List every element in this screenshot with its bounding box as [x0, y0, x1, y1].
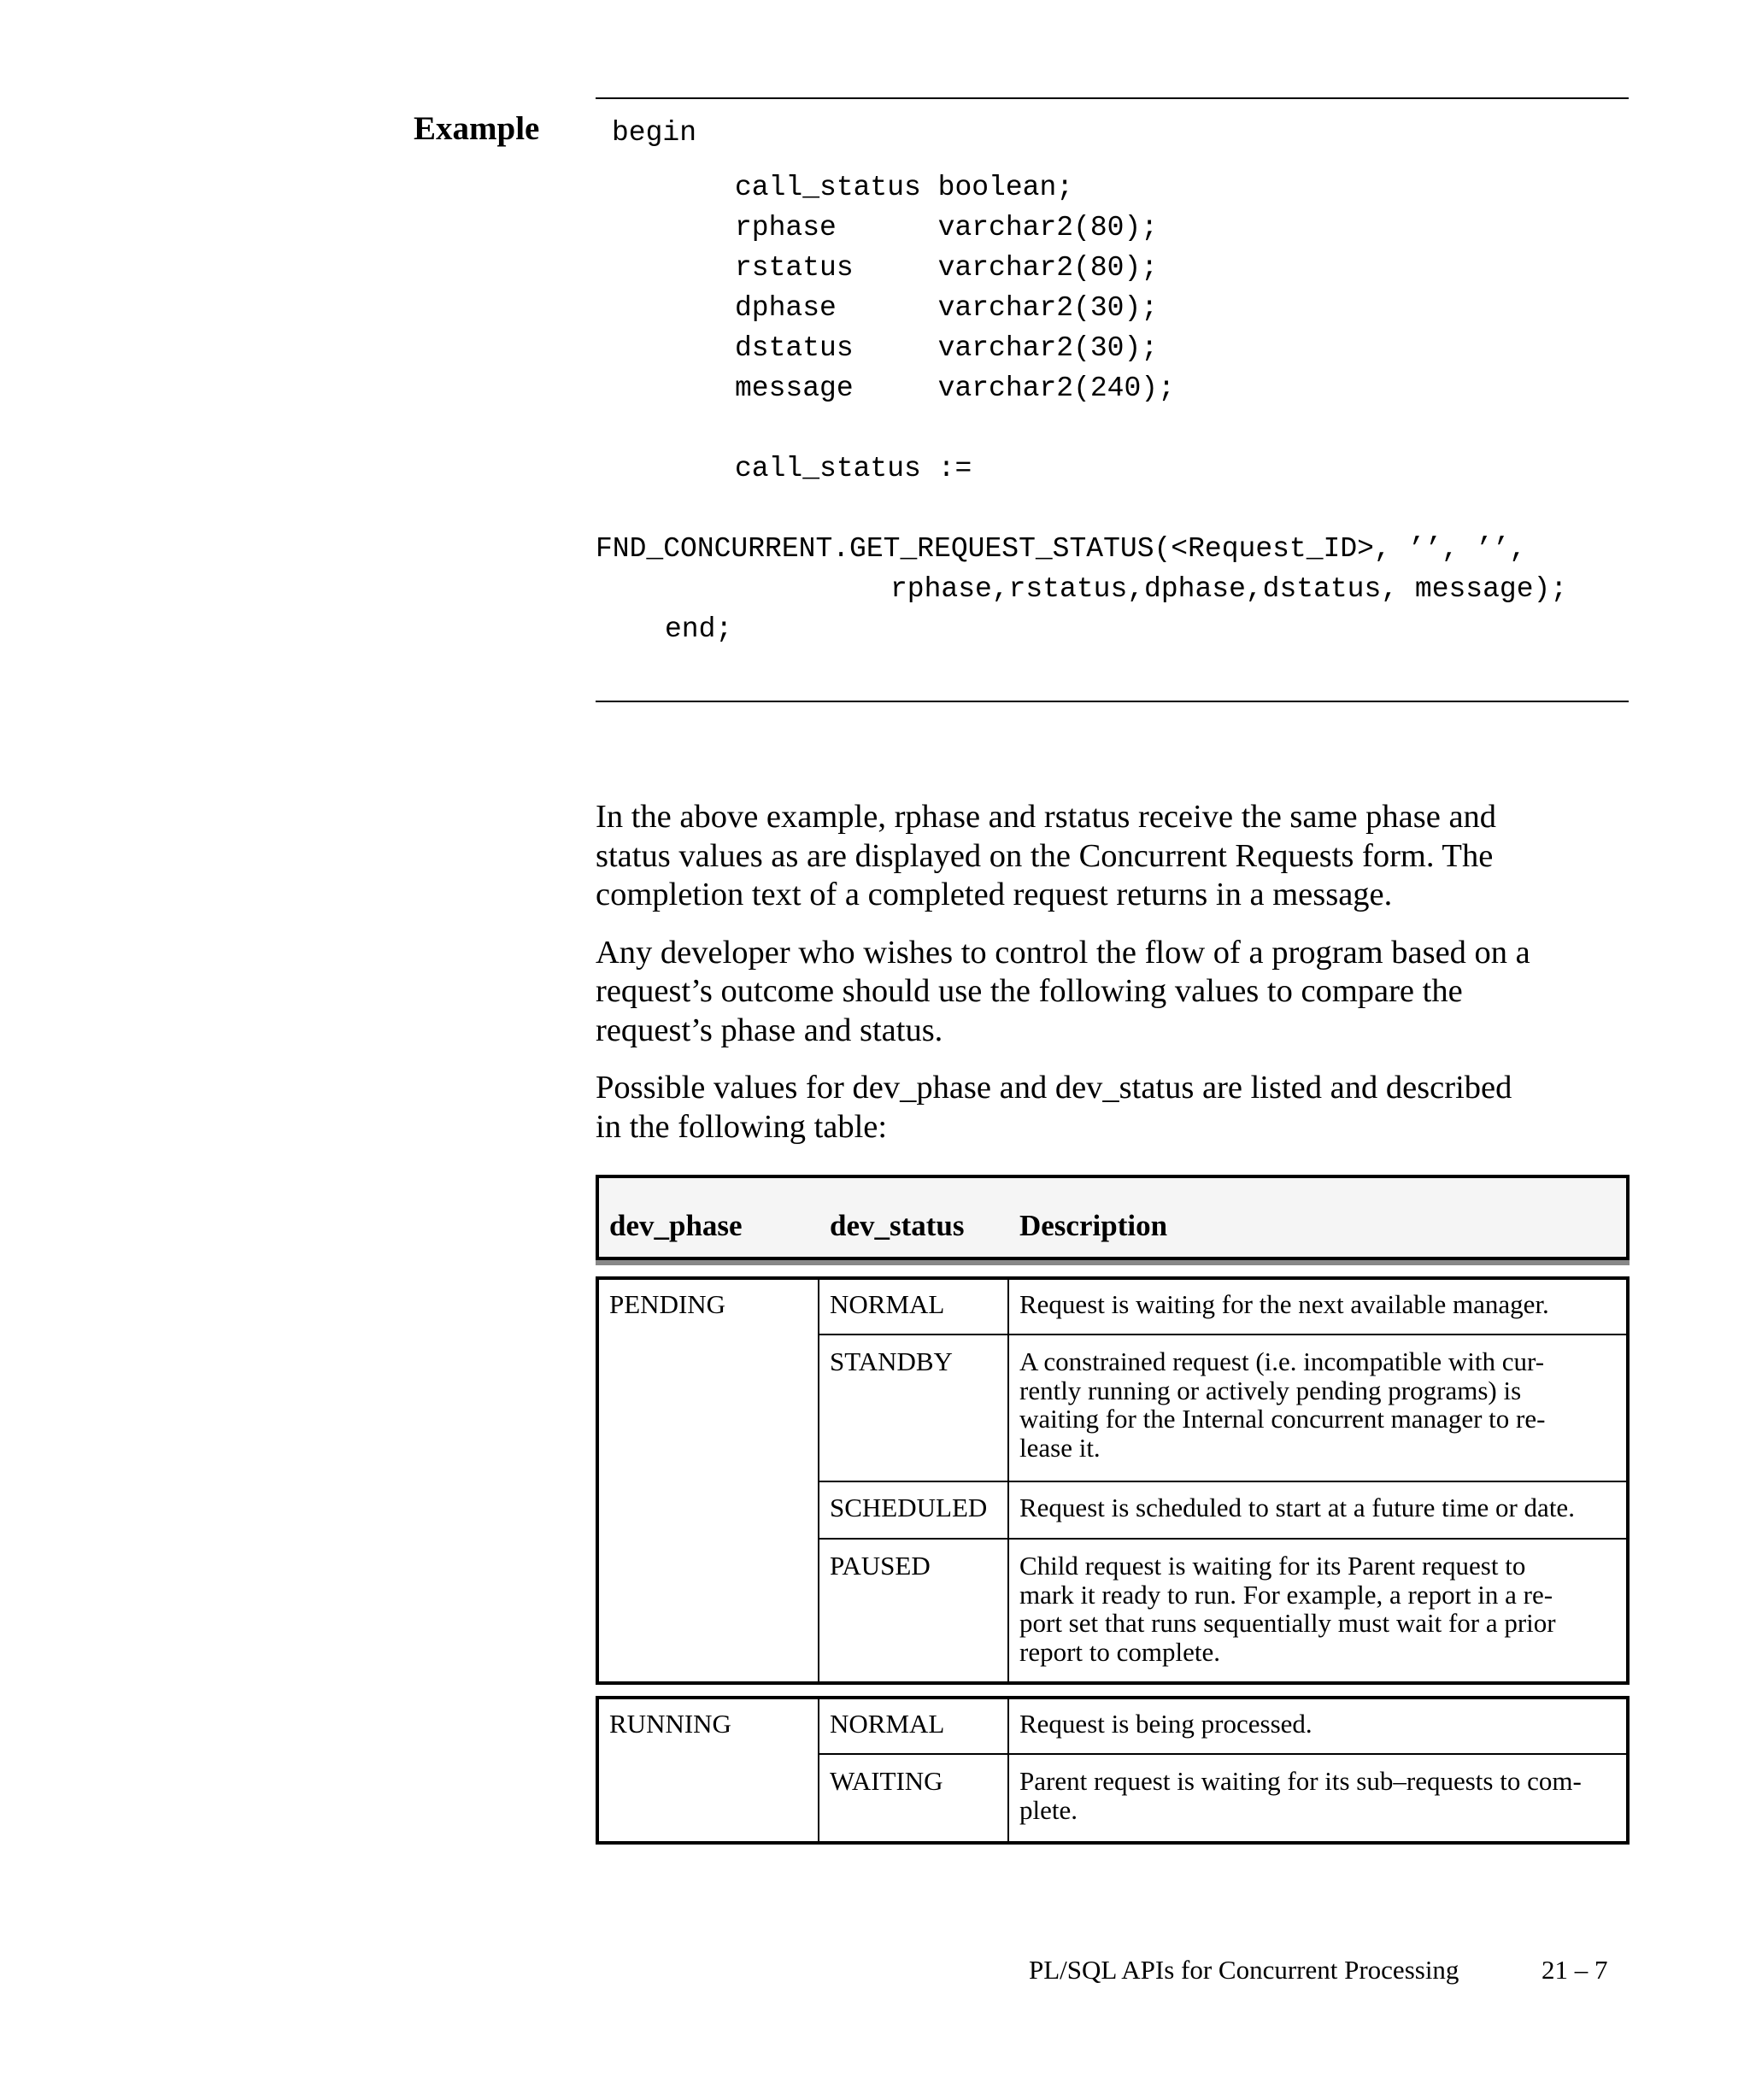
- footer-page-number: 21 – 7: [1542, 1955, 1608, 1985]
- code-line: call_status :=: [735, 453, 972, 484]
- description-cell: A constrained request (i.e. incompatible with cur- rently running or actively pending programs) is waiting for the Internal concurrent manager to re- lease it.: [1019, 1346, 1546, 1463]
- column-divider: [1007, 1699, 1009, 1841]
- description-cell: Child request is waiting for its Parent request to mark it ready to run. For example, a report in a re- port set that runs sequentially must wait for a prior report to complete.: [1019, 1551, 1556, 1667]
- section-label: Example: [414, 110, 540, 147]
- status-cell: SCHEDULED: [830, 1493, 988, 1522]
- row-divider: [818, 1481, 1626, 1482]
- code-line: begin: [612, 117, 697, 149]
- header-dev-status: dev_status: [830, 1209, 965, 1242]
- table-header: [596, 1175, 1630, 1260]
- table-group-running: [596, 1696, 1630, 1845]
- code-line: dphase varchar2(30);: [735, 292, 1159, 324]
- paragraph: Any developer who wishes to control the flow of a program based on a request’s outcome should use the following values to compare the request’s phase and status.: [596, 934, 1530, 1048]
- code-line: FND_CONCURRENT.GET_REQUEST_STATUS(<Request_ID>, ’’, ’’,: [596, 533, 1527, 565]
- table-group-pending: [596, 1276, 1630, 1685]
- description-cell: Request is being processed.: [1019, 1709, 1312, 1739]
- status-cell: NORMAL: [830, 1289, 945, 1319]
- body-text: [596, 798, 1647, 1165]
- code-line: call_status boolean;: [735, 172, 1074, 203]
- phase-cell: PENDING: [609, 1289, 726, 1319]
- description-cell: Request is waiting for the next available manager.: [1019, 1289, 1549, 1319]
- column-divider: [818, 1699, 819, 1841]
- paragraph: Possible values for dev_phase and dev_status are listed and described in the following table:: [596, 1070, 1512, 1145]
- description-cell: Request is scheduled to start at a future time or date.: [1019, 1493, 1575, 1522]
- status-cell: NORMAL: [830, 1709, 945, 1739]
- code-line: rphase varchar2(80);: [735, 212, 1159, 243]
- footer-chapter-title: PL/SQL APIs for Concurrent Processing: [1029, 1955, 1459, 1985]
- phase-cell: RUNNING: [609, 1709, 731, 1739]
- row-divider: [818, 1538, 1626, 1540]
- code-line: rstatus varchar2(80);: [735, 252, 1159, 284]
- status-cell: WAITING: [830, 1766, 943, 1796]
- code-line: end;: [665, 613, 733, 645]
- header-description: Description: [1019, 1209, 1168, 1242]
- code-line: rphase,rstatus,dphase,dstatus, message);: [890, 573, 1568, 605]
- header-dev-phase: dev_phase: [609, 1209, 743, 1242]
- code-bottom-rule: [596, 701, 1629, 702]
- row-divider: [818, 1334, 1626, 1335]
- code-top-rule: [596, 97, 1629, 99]
- description-cell: Parent request is waiting for its sub–requests to com- plete.: [1019, 1766, 1582, 1825]
- status-cell: STANDBY: [830, 1346, 953, 1376]
- row-divider: [818, 1753, 1626, 1755]
- status-cell: PAUSED: [830, 1551, 931, 1581]
- code-line: dstatus varchar2(30);: [735, 332, 1159, 364]
- paragraph: In the above example, rphase and rstatus receive the same phase and status values as are displayed on the Concurrent Requests form. The completion text of a completed request returns in a message.: [596, 799, 1497, 912]
- code-line: message varchar2(240);: [735, 372, 1175, 404]
